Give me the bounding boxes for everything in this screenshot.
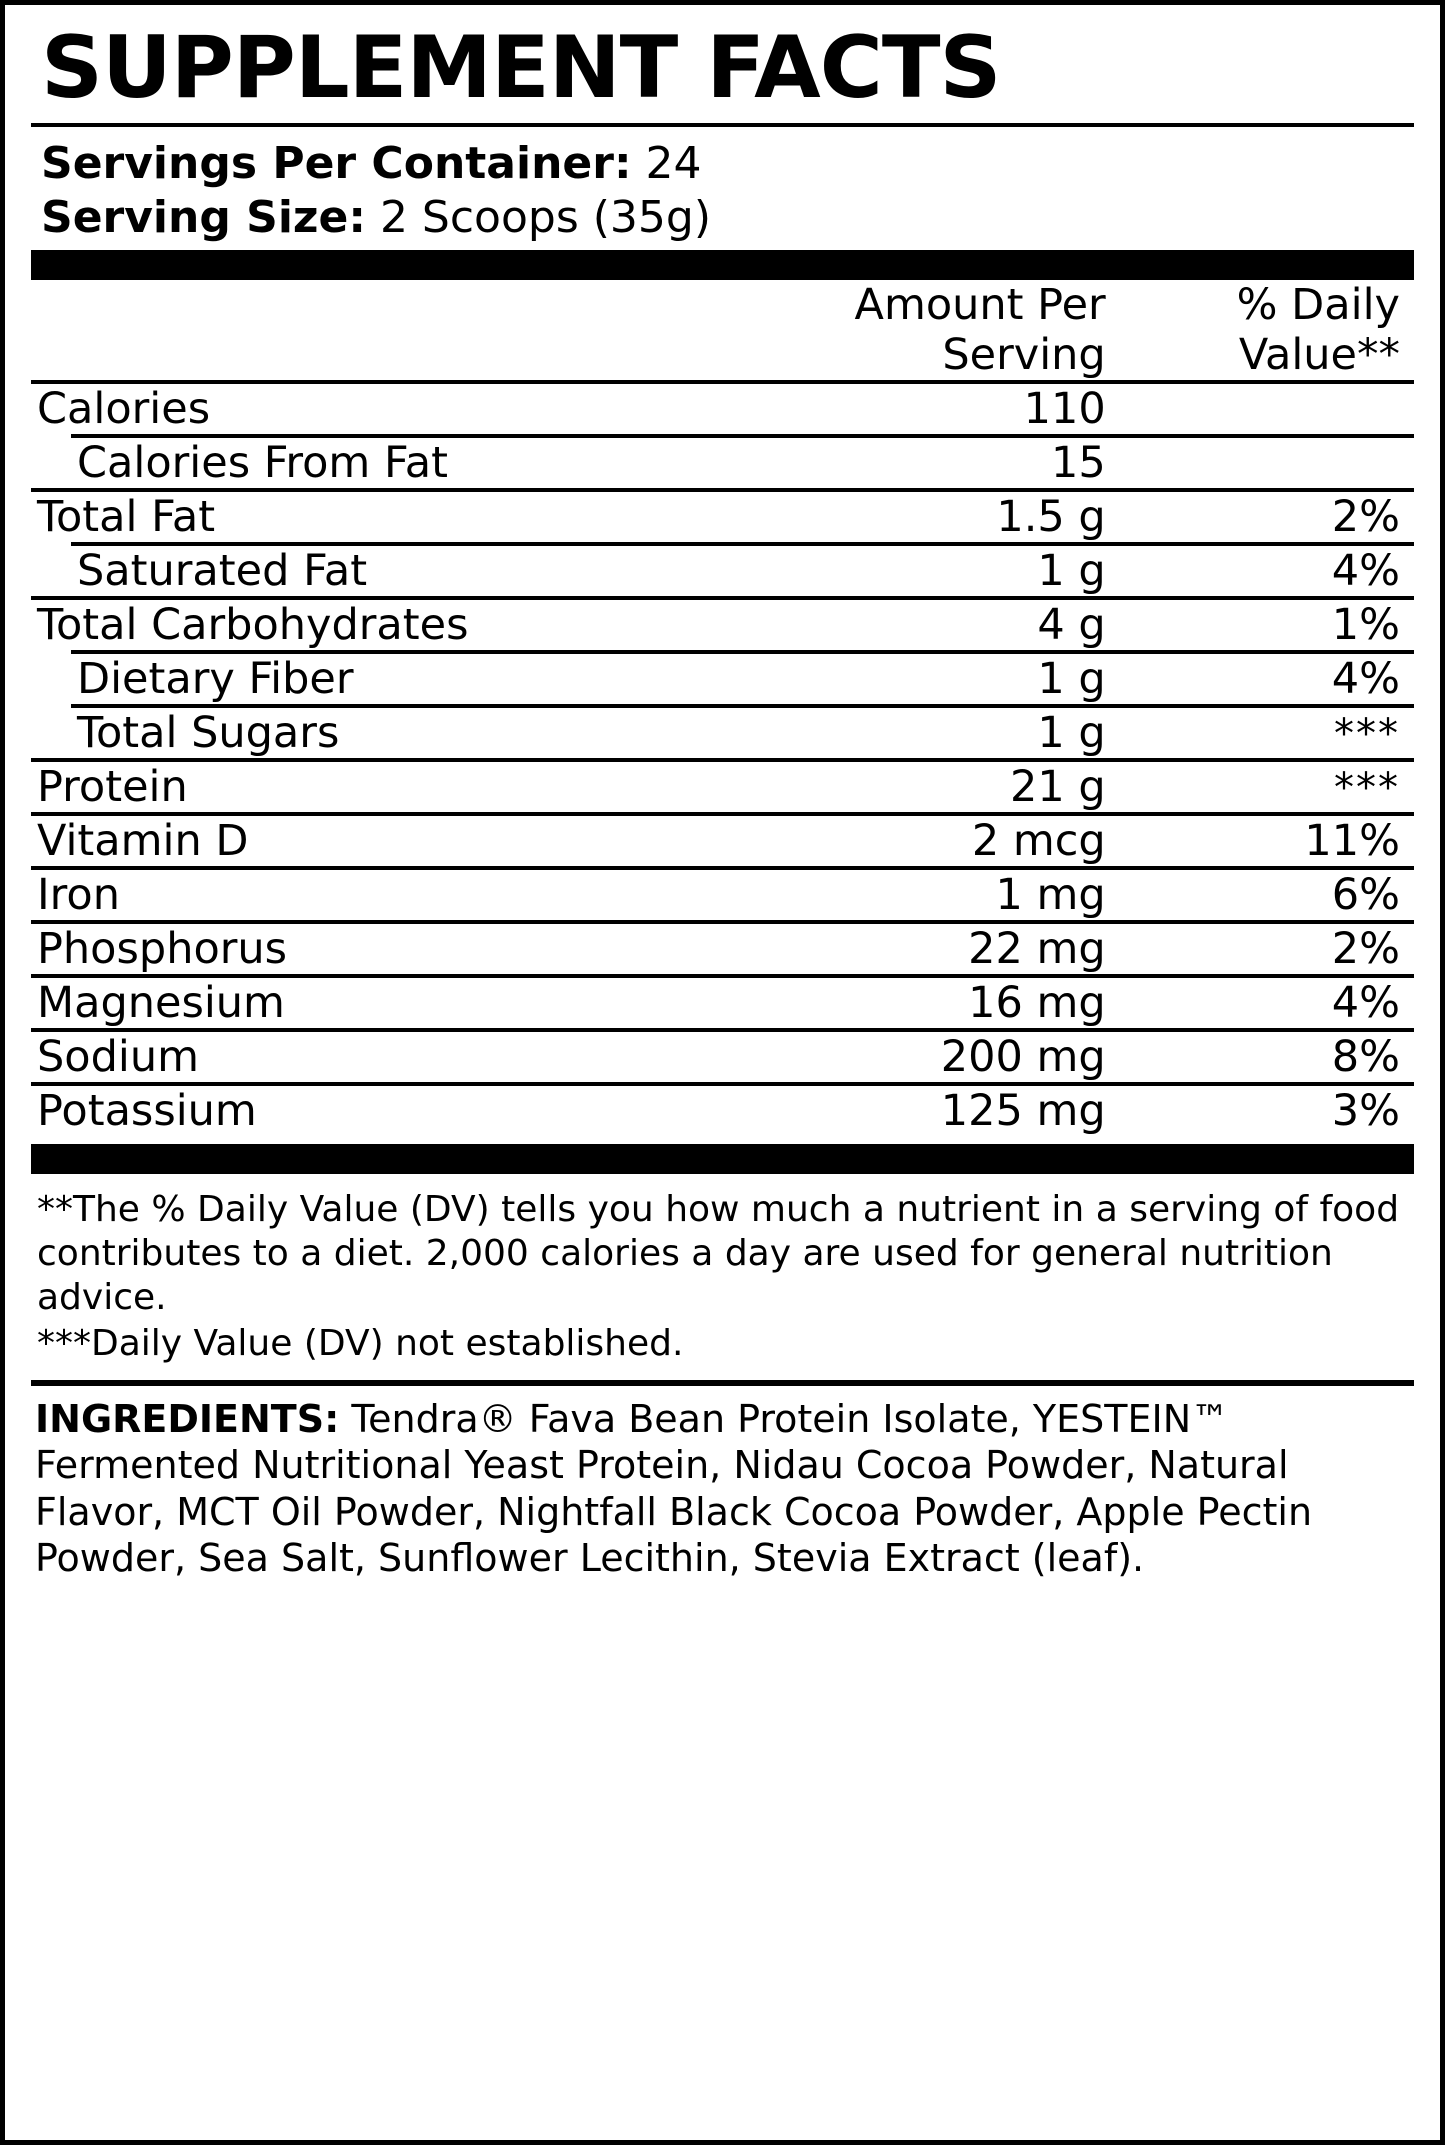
table-row bbox=[31, 654, 1414, 704]
table-row bbox=[31, 546, 1414, 596]
nutrient-amount: 16 mg bbox=[968, 978, 1106, 1029]
nutrient-dv: 1% bbox=[1331, 600, 1400, 651]
serving-size-value: 2 Scoops (35g) bbox=[379, 191, 711, 243]
divider-above-ingredients bbox=[31, 1380, 1414, 1386]
table-row bbox=[31, 816, 1414, 866]
nutrient-amount: 200 mg bbox=[940, 1032, 1106, 1083]
table-row bbox=[31, 600, 1414, 650]
serving-size bbox=[41, 191, 1414, 245]
nutrient-dv: 8% bbox=[1331, 1032, 1400, 1083]
table-row bbox=[31, 978, 1414, 1028]
nutrient-name: Protein bbox=[37, 762, 188, 813]
nutrient-amount: 21 g bbox=[1010, 762, 1106, 813]
ingredients-text: Tendra® Fava Bean Protein Isolate, YESTEIN™ Fermented Nutritional Yeast Protein, Nidau Cocoa Powder, Natural Flavor, MCT Oil Powder, Nightfall Black Cocoa Powder, Apple Pectin Powder, Sea Salt, Sunflower Lecithin, Stevia Extract (leaf). bbox=[35, 1396, 1313, 1581]
header-daily-value: % Daily Value** bbox=[1236, 280, 1400, 381]
table-row bbox=[31, 924, 1414, 974]
table-row bbox=[31, 1086, 1414, 1136]
ingredients-label: INGREDIENTS: bbox=[35, 1396, 340, 1441]
nutrient-dv: 11% bbox=[1304, 816, 1400, 867]
divider-thick-bottom bbox=[31, 1144, 1414, 1174]
daily-value-note: **The % Daily Value (DV) tells you how much a nutrient in a serving of food contributes to a diet. 2,000 calories a day are used for general nutrition advice. bbox=[37, 1189, 1400, 1319]
table-row bbox=[31, 870, 1414, 920]
nutrient-amount: 1.5 g bbox=[996, 492, 1106, 543]
nutrient-amount: 22 mg bbox=[968, 924, 1106, 975]
servings-per-container-label: Servings Per Container: bbox=[41, 138, 632, 189]
table-row bbox=[31, 438, 1414, 488]
nutrient-name: Total Fat bbox=[37, 492, 216, 543]
nutrient-dv bbox=[1110, 438, 1414, 488]
nutrient-dv: 2% bbox=[1331, 924, 1400, 975]
header-amount-per-serving: Amount Per Serving bbox=[854, 280, 1106, 381]
nutrient-name: Dietary Fiber bbox=[77, 654, 354, 705]
ingredients-section bbox=[35, 1396, 1410, 1581]
nutrient-amount: 1 mg bbox=[995, 870, 1106, 921]
nutrient-name: Iron bbox=[37, 870, 120, 921]
nutrient-name: Calories From Fat bbox=[77, 438, 448, 489]
nutrient-amount: 4 g bbox=[1037, 600, 1106, 651]
nutrient-amount: 110 bbox=[1023, 384, 1106, 435]
nutrient-name: Total Sugars bbox=[77, 708, 340, 759]
nutrient-amount: 1 g bbox=[1037, 654, 1106, 705]
nutrient-dv: 4% bbox=[1331, 978, 1400, 1029]
nutrient-dv: 2% bbox=[1331, 492, 1400, 543]
nutrient-name: Potassium bbox=[37, 1086, 257, 1137]
nutrient-dv bbox=[1110, 384, 1414, 434]
nutrient-amount: 125 mg bbox=[940, 1086, 1106, 1137]
nutrient-dv: 6% bbox=[1331, 870, 1400, 921]
table-row bbox=[31, 762, 1414, 812]
nutrient-name: Saturated Fat bbox=[77, 546, 368, 597]
not-established-note: ***Daily Value (DV) not established. bbox=[37, 1323, 684, 1365]
table-row bbox=[31, 384, 1414, 434]
serving-size-label: Serving Size: bbox=[41, 191, 366, 243]
nutrient-name: Phosphorus bbox=[37, 924, 288, 975]
nutrient-dv: 4% bbox=[1331, 546, 1400, 597]
header-spacer bbox=[31, 280, 681, 380]
table-header-row bbox=[31, 280, 1414, 380]
nutrient-name: Vitamin D bbox=[37, 816, 249, 867]
nutrient-amount: 15 bbox=[1051, 438, 1106, 489]
servings-per-container bbox=[41, 137, 1414, 191]
divider-thick-top bbox=[31, 250, 1414, 280]
table-row bbox=[31, 708, 1414, 758]
serving-info bbox=[41, 137, 1414, 244]
nutrient-amount: 1 g bbox=[1037, 708, 1106, 759]
nutrient-name: Calories bbox=[37, 384, 211, 435]
nutrition-table bbox=[31, 280, 1414, 1136]
servings-per-container-value: 24 bbox=[645, 138, 702, 189]
nutrient-name: Magnesium bbox=[37, 978, 285, 1029]
nutrient-name: Total Carbohydrates bbox=[37, 600, 469, 651]
nutrient-name: Sodium bbox=[37, 1032, 199, 1083]
nutrient-dv: *** bbox=[1334, 711, 1400, 758]
divider-under-title bbox=[31, 123, 1414, 127]
page-title: SUPPLEMENT FACTS bbox=[41, 18, 1001, 118]
nutrient-dv: *** bbox=[1334, 765, 1400, 812]
nutrient-dv: 4% bbox=[1331, 654, 1400, 705]
nutrient-amount: 2 mcg bbox=[971, 816, 1106, 867]
table-row bbox=[31, 1032, 1414, 1082]
table-row bbox=[31, 492, 1414, 542]
footnotes bbox=[37, 1188, 1410, 1366]
nutrient-dv: 3% bbox=[1331, 1086, 1400, 1137]
nutrient-amount: 1 g bbox=[1037, 546, 1106, 597]
